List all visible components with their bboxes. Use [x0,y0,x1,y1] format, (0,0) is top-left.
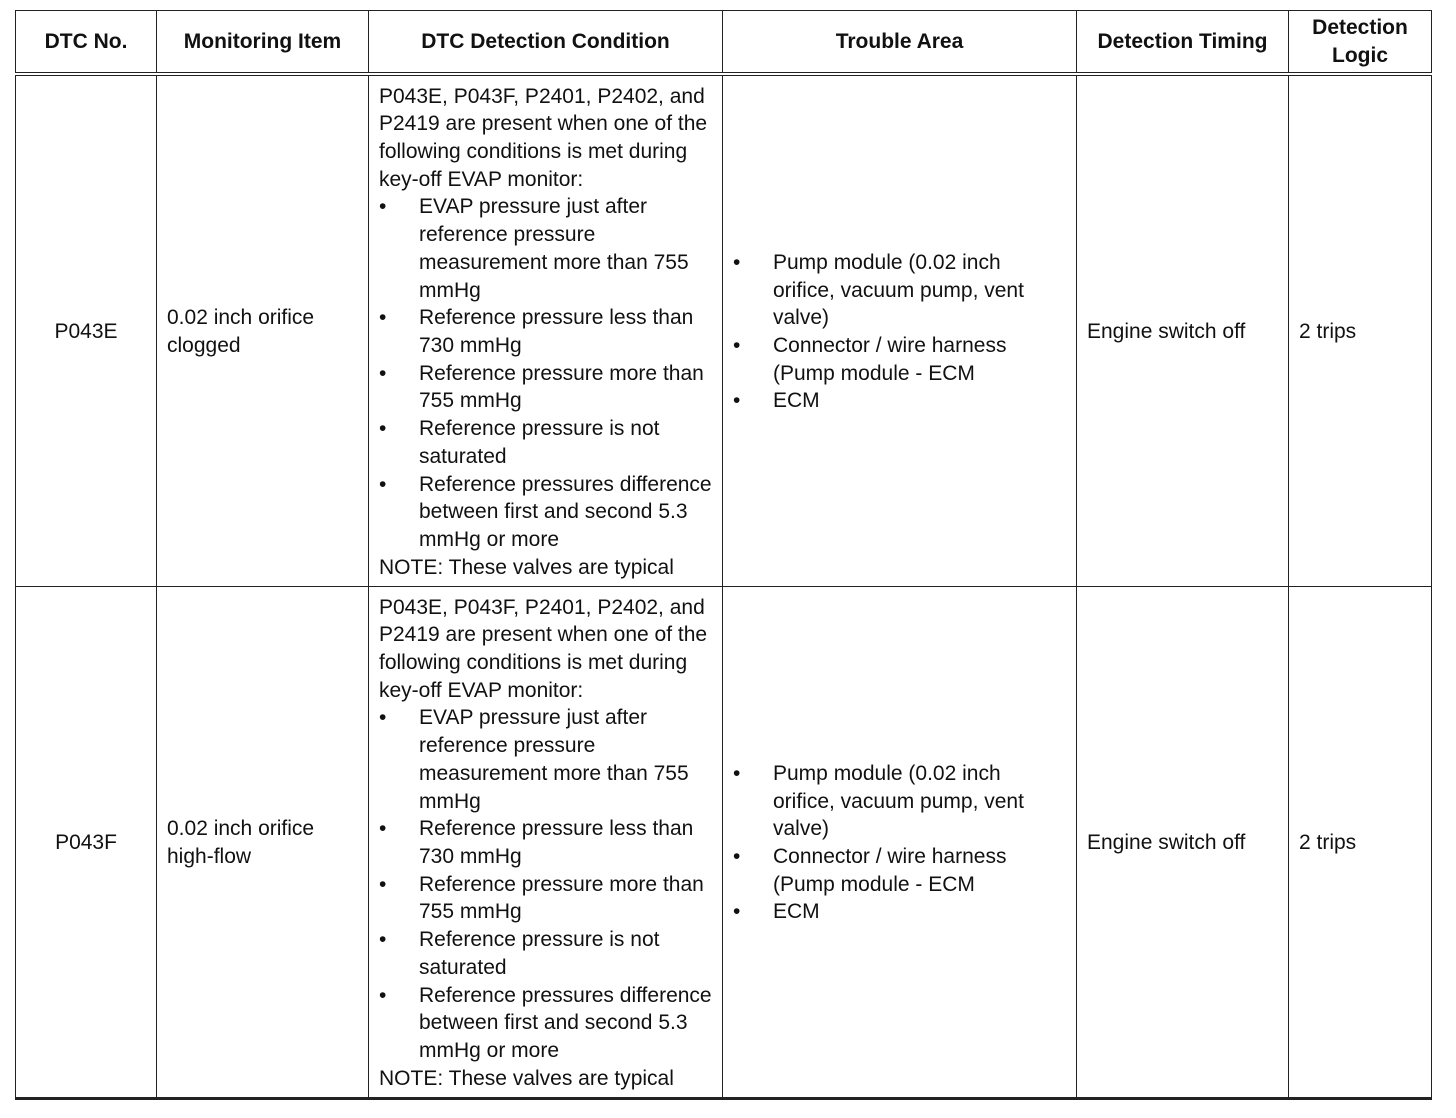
condition-item: • EVAP pressure just after reference pressure measurement more than 755 mmHg [379,706,689,813]
condition-list [379,193,712,553]
monitoring-item-line: clogged [167,334,241,357]
condition-note: NOTE: These valves are typical [379,555,674,579]
header-dtc-no: DTC No. [16,11,157,75]
condition-item: • Reference pressure less than 730 mmHg [379,306,694,357]
trouble-area-item: • Pump module (0.02 inch orifice, vacuum pump, vent valve) [733,761,1024,841]
detection-timing: Engine switch off [1077,74,1289,587]
condition-item: • Reference pressures difference between first and second 5.3 mmHg or more [379,983,712,1062]
monitoring-item-line: 0.02 inch orifice [167,817,315,841]
trouble-area-item: • ECM [733,389,820,413]
condition-intro: P043E, P043F, P2401, P2402, and P2419 are present when one of the following conditions is met during key-off EVAP monitor: [379,84,708,191]
dtc-code: P043F [16,587,157,1099]
condition-intro: P043E, P043F, P2401, P2402, and P2419 are present when one of the following conditions is met during key-off EVAP monitor: [379,595,708,702]
table-row [16,587,1432,1099]
condition-note: NOTE: These valves are typical [379,1066,674,1090]
monitoring-item-line: high-flow [167,845,252,868]
header-detection-timing: Detection Timing [1077,11,1289,75]
header-detection-logic: Detection Logic [1289,11,1432,75]
detection-condition [369,74,723,587]
trouble-area-item: • Connector / wire harness (Pump module - ECM [733,334,1007,385]
header-trouble-area: Trouble Area [723,11,1077,75]
header-monitoring-item: Monitoring Item [157,11,369,75]
dtc-code: P043E [16,74,157,587]
trouble-area [723,587,1077,1099]
condition-item: • Reference pressure is not saturated [379,417,660,468]
condition-item: • Reference pressure more than 755 mmHg [379,872,704,924]
detection-logic: 2 trips [1289,587,1432,1099]
condition-item: • Reference pressures difference between first and second 5.3 mmHg or more [379,472,712,551]
condition-list [379,704,712,1064]
monitoring-item-line: 0.02 inch orifice [167,306,315,330]
detection-timing: Engine switch off [1077,587,1289,1099]
dtc-table [15,10,1432,1100]
header-detection-condition: DTC Detection Condition [369,11,723,75]
monitoring-item [157,74,369,587]
trouble-area-list [733,249,1066,415]
monitoring-item [157,587,369,1099]
condition-item: • EVAP pressure just after reference pressure measurement more than 755 mmHg [379,195,689,302]
condition-item: • Reference pressure is not saturated [379,928,660,979]
condition-item: • Reference pressure more than 755 mmHg [379,361,704,413]
detection-condition [369,587,723,1099]
trouble-area-item: • Pump module (0.02 inch orifice, vacuum pump, vent valve) [733,250,1024,330]
trouble-area-item: • Connector / wire harness (Pump module - ECM [733,845,1007,896]
header-row [16,11,1432,75]
table-row [16,74,1432,587]
trouble-area [723,74,1077,587]
condition-item: • Reference pressure less than 730 mmHg [379,817,694,868]
trouble-area-list [733,760,1066,926]
trouble-area-item: • ECM [733,900,820,924]
detection-logic: 2 trips [1289,74,1432,587]
